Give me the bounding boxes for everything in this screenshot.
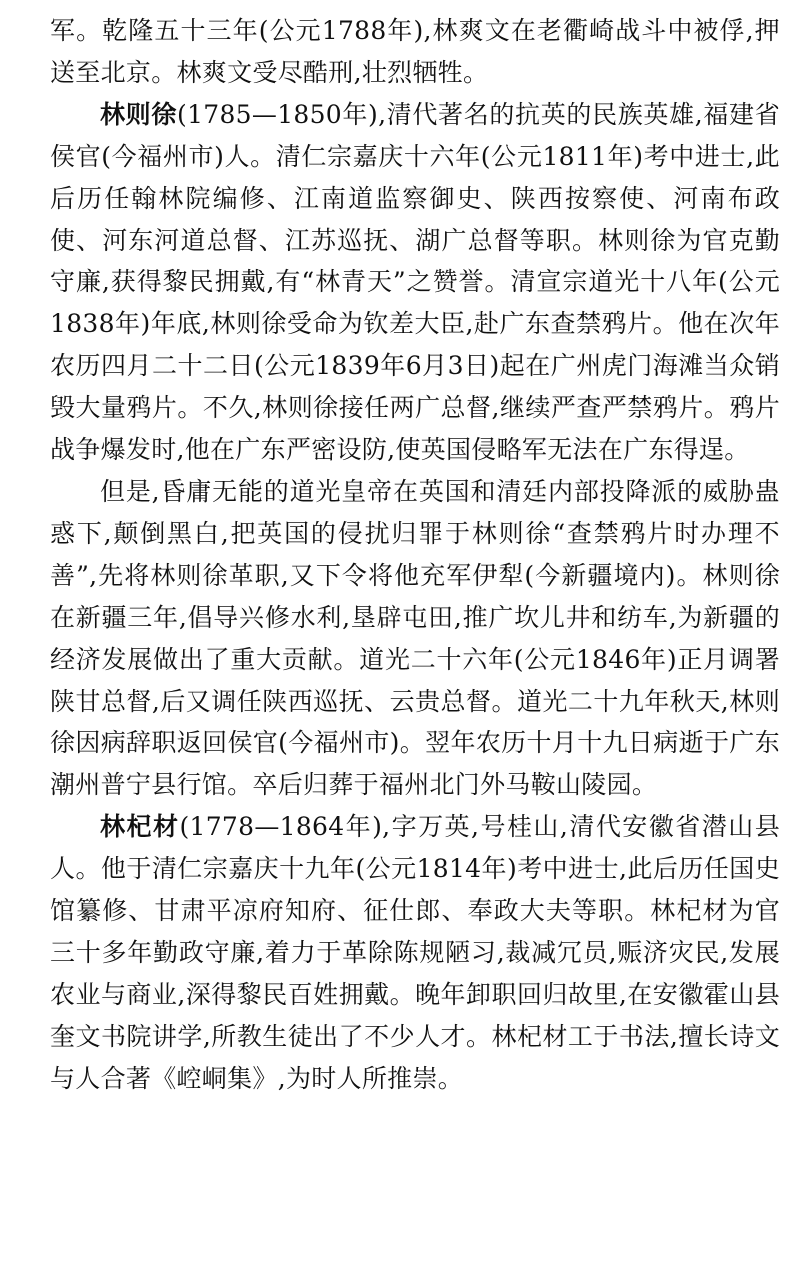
paragraph-continuation <box>50 10 780 94</box>
body-text <box>50 10 780 1100</box>
person-name-lin-qicai: 林杞材 <box>100 812 180 842</box>
paragraph-text: (1778—1864年),字万英,号桂山,清代安徽省潜山县人。他于清仁宗嘉庆十九年(公元1814年)考中进士,此后历任国史馆纂修、甘肃平凉府知府、征仕郎、奉政大夫等职。林杞材为官三十多年勤政守廉,着力于革除陈规陋习,裁减冗员,赈济灾民,发展农业与商业,深得黎民百姓拥戴。晚年卸职回归故里,在安徽霍山县奎文书院讲学,所教生徒出了不少人才。林杞材工于书法,擅长诗文与人合著《崆峒集》,为时人所推崇。 <box>50 812 781 1093</box>
person-name-lin-zexu: 林则徐 <box>100 99 178 129</box>
paragraph-text: 但是,昏庸无能的道光皇帝在英国和清廷内部投降派的威胁蛊惑下,颠倒黑白,把英国的侵扰归罪于林则徐“查禁鸦片时办理不善”,先将林则徐革职,又下令将他充军伊犁(今新疆境内)。林则徐在新疆三年,倡导兴修水利,垦辟屯田,推广坎儿井和纺车,为新疆的经济发展做出了重大贡献。道光二十六年(公元1846年)正月调署陕甘总督,后又调任陕西巡抚、云贵总督。道光二十九年秋天,林则徐因病辞职返回侯官(今福州市)。翌年农历十月十九日病逝于广东潮州普宁县行馆。卒后归葬于福州北门外马鞍山陵园。 <box>50 476 780 800</box>
paragraph-text: 军。乾隆五十三年(公元1788年),林爽文在老衢崎战斗中被俘,押送至北京。林爽文受尽酷刑,壮烈牺牲。 <box>50 16 780 87</box>
paragraph-text: (1785—1850年),清代著名的抗英的民族英雄,福建省侯官(今福州市)人。清仁宗嘉庆十六年(公元1811年)考中进士,此后历任翰林院编修、江南道监察御史、陕西按察使、河南布政使、河东河道总督、江苏巡抚、湖广总督等职。林则徐为官克勤守廉,获得黎民拥戴,有“林青天”之赞誉。清宣宗道光十八年(公元1838年)年底,林则徐受命为钦差大臣,赴广东查禁鸦片。他在次年农历四月二十二日(公元1839年6月3日)起在广州虎门海滩当众销毁大量鸦片。不久,林则徐接任两广总督,继续严查严禁鸦片。鸦片战争爆发时,他在广东严密设防,使英国侵略军无法在广东得逞。 <box>50 99 780 465</box>
paragraph-lin-zexu-later <box>50 471 780 806</box>
paragraph-lin-zexu <box>50 94 780 471</box>
paragraph-lin-qicai <box>50 806 780 1099</box>
